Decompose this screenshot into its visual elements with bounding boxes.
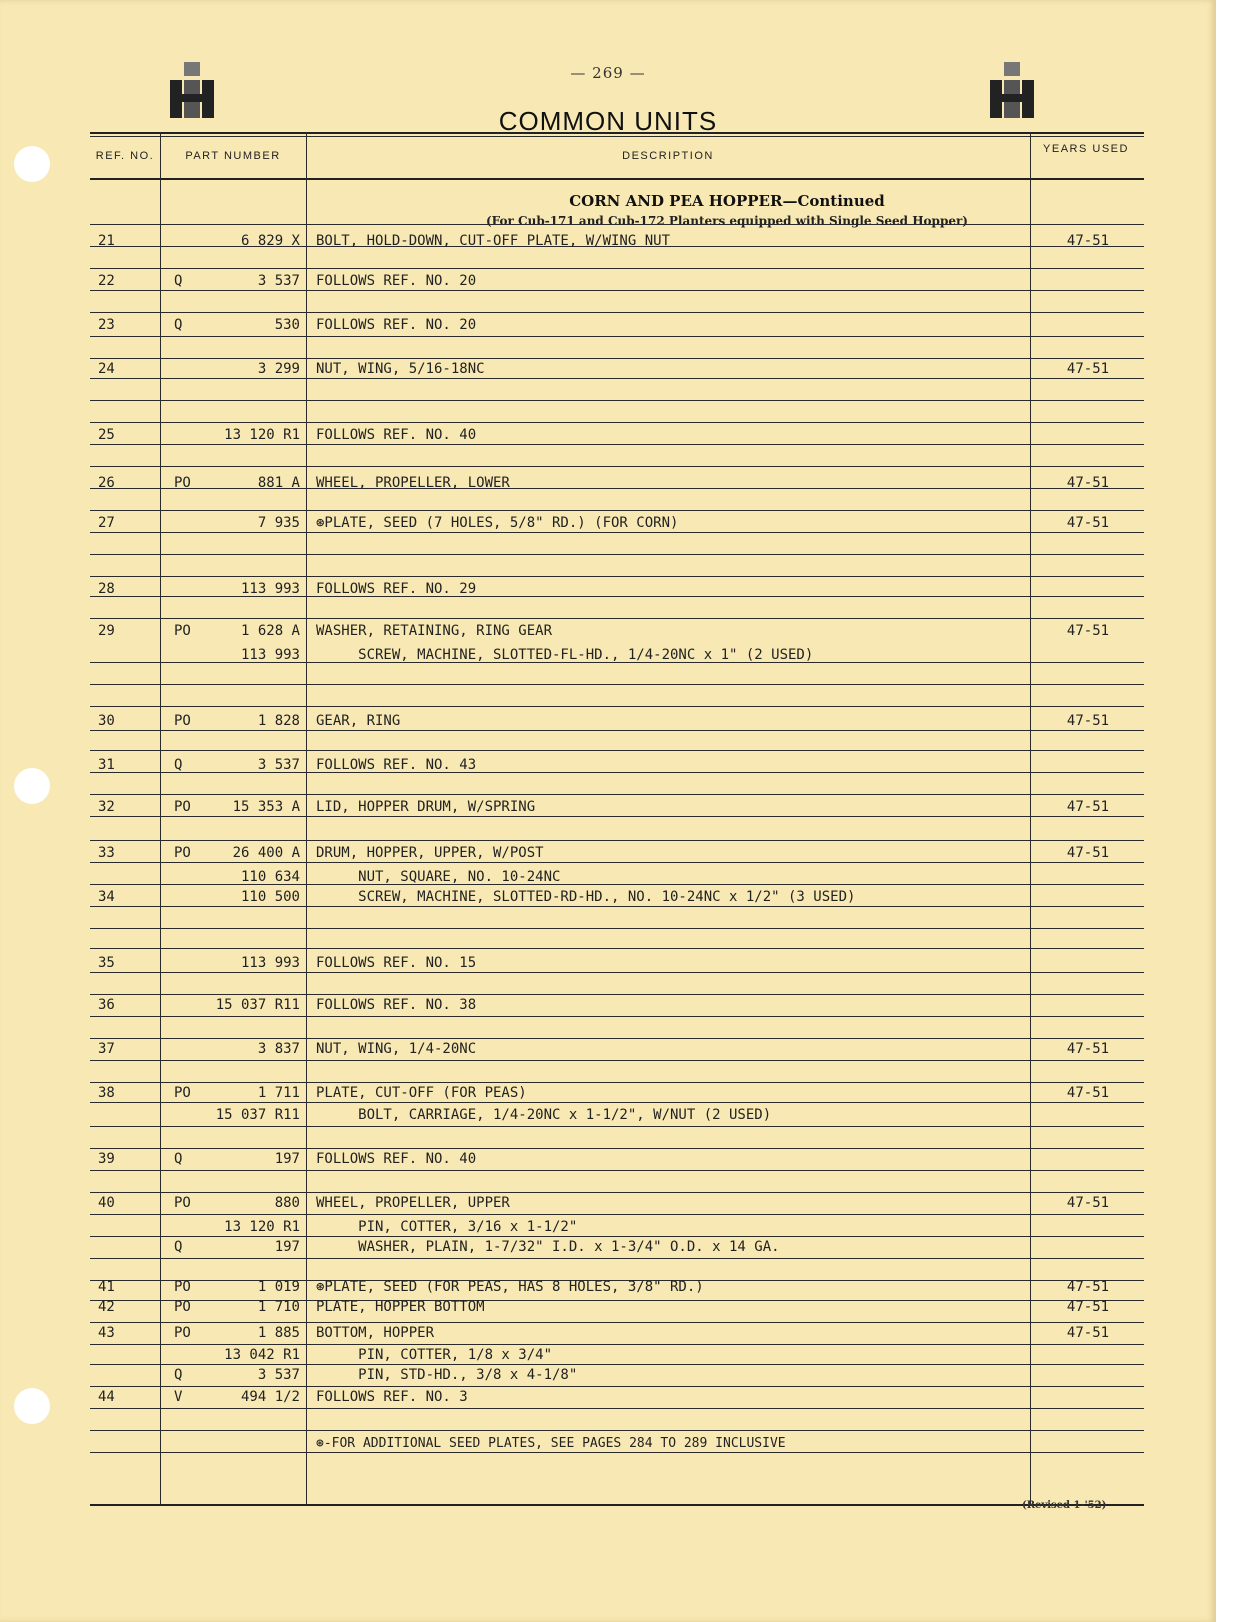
header-years-used: YEARS USED — [1043, 143, 1129, 155]
part-number-cell: 13 120 R1 — [224, 427, 300, 443]
row-rule — [90, 1148, 1144, 1149]
footnote: ⊛-FOR ADDITIONAL SEED PLATES, SEE PAGES 284 TO 289 INCLUSIVE — [316, 1436, 786, 1451]
part-prefix-cell: PO — [174, 713, 191, 729]
description-cell: FOLLOWS REF. NO. 20 — [316, 317, 477, 333]
table-top-rule — [90, 132, 1144, 134]
ref-no-cell: 34 — [98, 889, 115, 905]
row-rule — [90, 400, 1144, 401]
description-cell: SCREW, MACHINE, SLOTTED-RD-HD., NO. 10-24NC x 1/2" (3 USED) — [316, 889, 856, 905]
part-number-cell: 7 935 — [257, 515, 300, 531]
section-subtitle: (For Cub-171 and Cub-172 Planters equipped with Single Seed Hopper) — [486, 214, 968, 228]
table-row — [90, 1084, 1144, 1106]
ref-no-cell: 26 — [98, 475, 115, 491]
part-prefix-cell: Q — [174, 317, 183, 333]
part-number-cell: 1 019 — [257, 1279, 300, 1295]
description-cell: NUT, WING, 1/4-20NC — [316, 1041, 477, 1057]
description-cell: FOLLOWS REF. NO. 3 — [316, 1389, 468, 1405]
table-row — [90, 954, 1144, 976]
row-rule — [90, 1322, 1144, 1323]
punch-hole — [14, 146, 50, 182]
ref-no-cell: 38 — [98, 1085, 115, 1101]
part-number-cell: 1 885 — [257, 1325, 300, 1341]
row-rule — [90, 928, 1144, 929]
ref-no-cell: 21 — [98, 233, 115, 249]
row-rule — [90, 948, 1144, 949]
part-number-cell: 113 993 — [240, 955, 300, 971]
table-row — [90, 1388, 1144, 1410]
years-used-cell: 47-51 — [1066, 475, 1110, 491]
ref-no-cell: 30 — [98, 713, 115, 729]
header-description: DESCRIPTION — [622, 150, 714, 162]
part-number-cell: 494 1/2 — [240, 1389, 300, 1405]
description-cell: FOLLOWS REF. NO. 38 — [316, 997, 477, 1013]
ref-no-cell: 31 — [98, 757, 115, 773]
ref-no-cell: 35 — [98, 955, 115, 971]
row-rule — [90, 750, 1144, 751]
table-row — [90, 316, 1144, 338]
table-bottom-rule — [90, 1504, 1144, 1506]
table-row — [90, 1106, 1144, 1128]
years-used-cell: 47-51 — [1066, 361, 1110, 377]
years-used-cell: 47-51 — [1066, 1085, 1110, 1101]
row-rule — [90, 576, 1144, 577]
table-row — [90, 844, 1144, 866]
row-rule — [90, 466, 1144, 467]
page-number: — 269 — — [570, 64, 646, 82]
row-rule — [90, 794, 1144, 795]
years-used-cell: 47-51 — [1066, 1299, 1110, 1315]
part-number-cell: 1 710 — [257, 1299, 300, 1315]
table-row — [90, 426, 1144, 448]
table-row — [90, 712, 1144, 734]
table-row — [90, 622, 1144, 644]
part-number-cell: 15 037 R11 — [215, 997, 300, 1013]
description-cell: SCREW, MACHINE, SLOTTED-FL-HD., 1/4-20NC x 1" (2 USED) — [316, 647, 814, 663]
row-rule — [90, 1192, 1144, 1193]
table-row — [90, 1298, 1144, 1320]
years-used-cell: 47-51 — [1066, 515, 1110, 531]
part-prefix-cell: PO — [174, 475, 191, 491]
part-number-cell: 110 634 — [240, 869, 300, 885]
ref-no-cell: 22 — [98, 273, 115, 289]
ref-no-cell: 39 — [98, 1151, 115, 1167]
description-cell: FOLLOWS REF. NO. 40 — [316, 427, 477, 443]
part-prefix-cell: PO — [174, 623, 191, 639]
row-rule — [90, 1082, 1144, 1083]
table-row — [90, 1238, 1144, 1260]
part-number-cell: 1 711 — [257, 1085, 300, 1101]
row-rule — [90, 706, 1144, 707]
description-cell: PIN, COTTER, 3/16 x 1-1/2" — [316, 1219, 578, 1235]
part-prefix-cell: PO — [174, 1279, 191, 1295]
table-row — [90, 798, 1144, 820]
part-number-cell: 880 — [274, 1195, 300, 1211]
description-cell: NUT, SQUARE, NO. 10-24NC — [316, 869, 561, 885]
row-rule — [90, 618, 1144, 619]
punch-hole — [14, 768, 50, 804]
description-cell: FOLLOWS REF. NO. 20 — [316, 273, 477, 289]
part-prefix-cell: PO — [174, 799, 191, 815]
ref-no-cell: 23 — [98, 317, 115, 333]
part-number-cell: 197 — [274, 1151, 300, 1167]
description-cell: WHEEL, PROPELLER, UPPER — [316, 1195, 510, 1211]
parts-table — [90, 132, 1144, 1506]
header-ref-no: REF. NO. — [95, 150, 155, 162]
part-number-cell: 1 628 A — [240, 623, 300, 639]
punch-hole — [14, 1388, 50, 1424]
row-rule — [90, 224, 1144, 225]
table-top-rule — [90, 136, 1144, 137]
part-prefix-cell: Q — [174, 1367, 183, 1383]
row-rule — [90, 268, 1144, 269]
ref-no-cell: 42 — [98, 1299, 115, 1315]
description-cell: GEAR, RING — [316, 713, 401, 729]
ref-no-cell: 37 — [98, 1041, 115, 1057]
description-cell: PLATE, CUT-OFF (FOR PEAS) — [316, 1085, 527, 1101]
years-used-cell: 47-51 — [1066, 1325, 1110, 1341]
row-rule — [90, 1430, 1144, 1431]
part-number-cell: 3 837 — [257, 1041, 300, 1057]
part-number-cell: 881 A — [257, 475, 300, 491]
part-number-cell: 3 299 — [257, 361, 300, 377]
ref-no-cell: 36 — [98, 997, 115, 1013]
description-cell: BOTTOM, HOPPER — [316, 1325, 435, 1341]
row-rule — [90, 840, 1144, 841]
table-row — [90, 888, 1144, 910]
row-rule — [90, 312, 1144, 313]
ref-no-cell: 41 — [98, 1279, 115, 1295]
part-prefix-cell: Q — [174, 1239, 183, 1255]
row-rule — [90, 510, 1144, 511]
table-row — [90, 1218, 1144, 1240]
years-used-cell: 47-51 — [1066, 1041, 1110, 1057]
years-used-cell: 47-51 — [1066, 233, 1110, 249]
table-row — [90, 646, 1144, 668]
header-bottom-rule — [90, 178, 1144, 180]
ref-no-cell: 27 — [98, 515, 115, 531]
ref-no-cell: 24 — [98, 361, 115, 377]
table-row — [90, 1040, 1144, 1062]
row-rule — [90, 1038, 1144, 1039]
description-cell: FOLLOWS REF. NO. 29 — [316, 581, 477, 597]
part-prefix-cell: PO — [174, 1325, 191, 1341]
ref-no-cell: 25 — [98, 427, 115, 443]
table-row — [90, 868, 1144, 890]
part-number-cell: 26 400 A — [232, 845, 300, 861]
part-number-cell: 530 — [274, 317, 300, 333]
ref-no-cell: 33 — [98, 845, 115, 861]
table-row — [90, 1150, 1144, 1172]
years-used-cell: 47-51 — [1066, 713, 1110, 729]
table-row — [90, 1346, 1144, 1368]
description-cell: FOLLOWS REF. NO. 43 — [316, 757, 477, 773]
table-row — [90, 996, 1144, 1018]
description-cell: BOLT, HOLD-DOWN, CUT-OFF PLATE, W/WING NUT — [316, 233, 671, 249]
part-number-cell: 3 537 — [257, 273, 300, 289]
description-cell: WHEEL, PROPELLER, LOWER — [316, 475, 510, 491]
description-cell: PLATE, HOPPER BOTTOM — [316, 1299, 485, 1315]
part-number-cell: 113 993 — [240, 647, 300, 663]
description-cell: DRUM, HOPPER, UPPER, W/POST — [316, 845, 544, 861]
part-prefix-cell: PO — [174, 1299, 191, 1315]
part-prefix-cell: PO — [174, 1195, 191, 1211]
part-number-cell: 15 353 A — [232, 799, 300, 815]
table-row — [90, 1278, 1144, 1300]
row-rule — [90, 1452, 1144, 1453]
table-row — [90, 272, 1144, 294]
description-cell: PIN, STD-HD., 3/8 x 4-1/8" — [316, 1367, 578, 1383]
description-cell: FOLLOWS REF. NO. 15 — [316, 955, 477, 971]
row-rule — [90, 422, 1144, 423]
section-title: CORN AND PEA HOPPER—Continued — [569, 192, 885, 210]
part-prefix-cell: PO — [174, 845, 191, 861]
part-number-cell: 13 120 R1 — [224, 1219, 300, 1235]
row-rule — [90, 684, 1144, 685]
description-cell: BOLT, CARRIAGE, 1/4-20NC x 1-1/2", W/NUT (2 USED) — [316, 1107, 772, 1123]
years-used-cell: 47-51 — [1066, 799, 1110, 815]
part-number-cell: 197 — [274, 1239, 300, 1255]
header-part-number: PART NUMBER — [185, 150, 281, 162]
description-cell: ⊛PLATE, SEED (FOR PEAS, HAS 8 HOLES, 3/8" RD.) — [316, 1279, 704, 1295]
table-row — [90, 580, 1144, 602]
part-prefix-cell: Q — [174, 757, 183, 773]
ref-no-cell: 43 — [98, 1325, 115, 1341]
table-row — [90, 756, 1144, 778]
description-cell: PIN, COTTER, 1/8 x 3/4" — [316, 1347, 553, 1363]
years-used-cell: 47-51 — [1066, 623, 1110, 639]
part-prefix-cell: Q — [174, 1151, 183, 1167]
table-row — [90, 514, 1144, 536]
part-prefix-cell: V — [174, 1389, 183, 1405]
description-cell: ⊛PLATE, SEED (7 HOLES, 5/8" RD.) (FOR CORN) — [316, 515, 679, 531]
part-prefix-cell: Q — [174, 273, 183, 289]
page-title: COMMON UNITS — [498, 106, 718, 136]
table-row — [90, 1324, 1144, 1346]
ref-no-cell: 28 — [98, 581, 115, 597]
row-rule — [90, 358, 1144, 359]
ref-no-cell: 40 — [98, 1195, 115, 1211]
revision-note: (Revised 1-'52) — [1022, 1500, 1107, 1511]
ref-no-cell: 32 — [98, 799, 115, 815]
description-cell: FOLLOWS REF. NO. 40 — [316, 1151, 477, 1167]
description-cell: NUT, WING, 5/16-18NC — [316, 361, 485, 377]
ref-no-cell: 44 — [98, 1389, 115, 1405]
description-cell: WASHER, PLAIN, 1-7/32" I.D. x 1-3/4" O.D. x 14 GA. — [316, 1239, 780, 1255]
part-number-cell: 6 829 X — [240, 233, 300, 249]
part-number-cell: 110 500 — [240, 889, 300, 905]
table-row — [90, 1366, 1144, 1388]
part-number-cell: 1 828 — [257, 713, 300, 729]
part-number-cell: 113 993 — [240, 581, 300, 597]
part-number-cell: 13 042 R1 — [224, 1347, 300, 1363]
description-cell: WASHER, RETAINING, RING GEAR — [316, 623, 553, 639]
table-row — [90, 360, 1144, 382]
row-rule — [90, 554, 1144, 555]
years-used-cell: 47-51 — [1066, 1195, 1110, 1211]
ref-no-cell: 29 — [98, 623, 115, 639]
table-row — [90, 474, 1144, 496]
years-used-cell: 47-51 — [1066, 845, 1110, 861]
table-row — [90, 232, 1144, 254]
row-rule — [90, 994, 1144, 995]
part-prefix-cell: PO — [174, 1085, 191, 1101]
page-margin — [1216, 0, 1236, 1622]
years-used-cell: 47-51 — [1066, 1279, 1110, 1295]
part-number-cell: 3 537 — [257, 1367, 300, 1383]
part-number-cell: 3 537 — [257, 757, 300, 773]
part-number-cell: 15 037 R11 — [215, 1107, 300, 1123]
table-row — [90, 1194, 1144, 1216]
description-cell: LID, HOPPER DRUM, W/SPRING — [316, 799, 536, 815]
